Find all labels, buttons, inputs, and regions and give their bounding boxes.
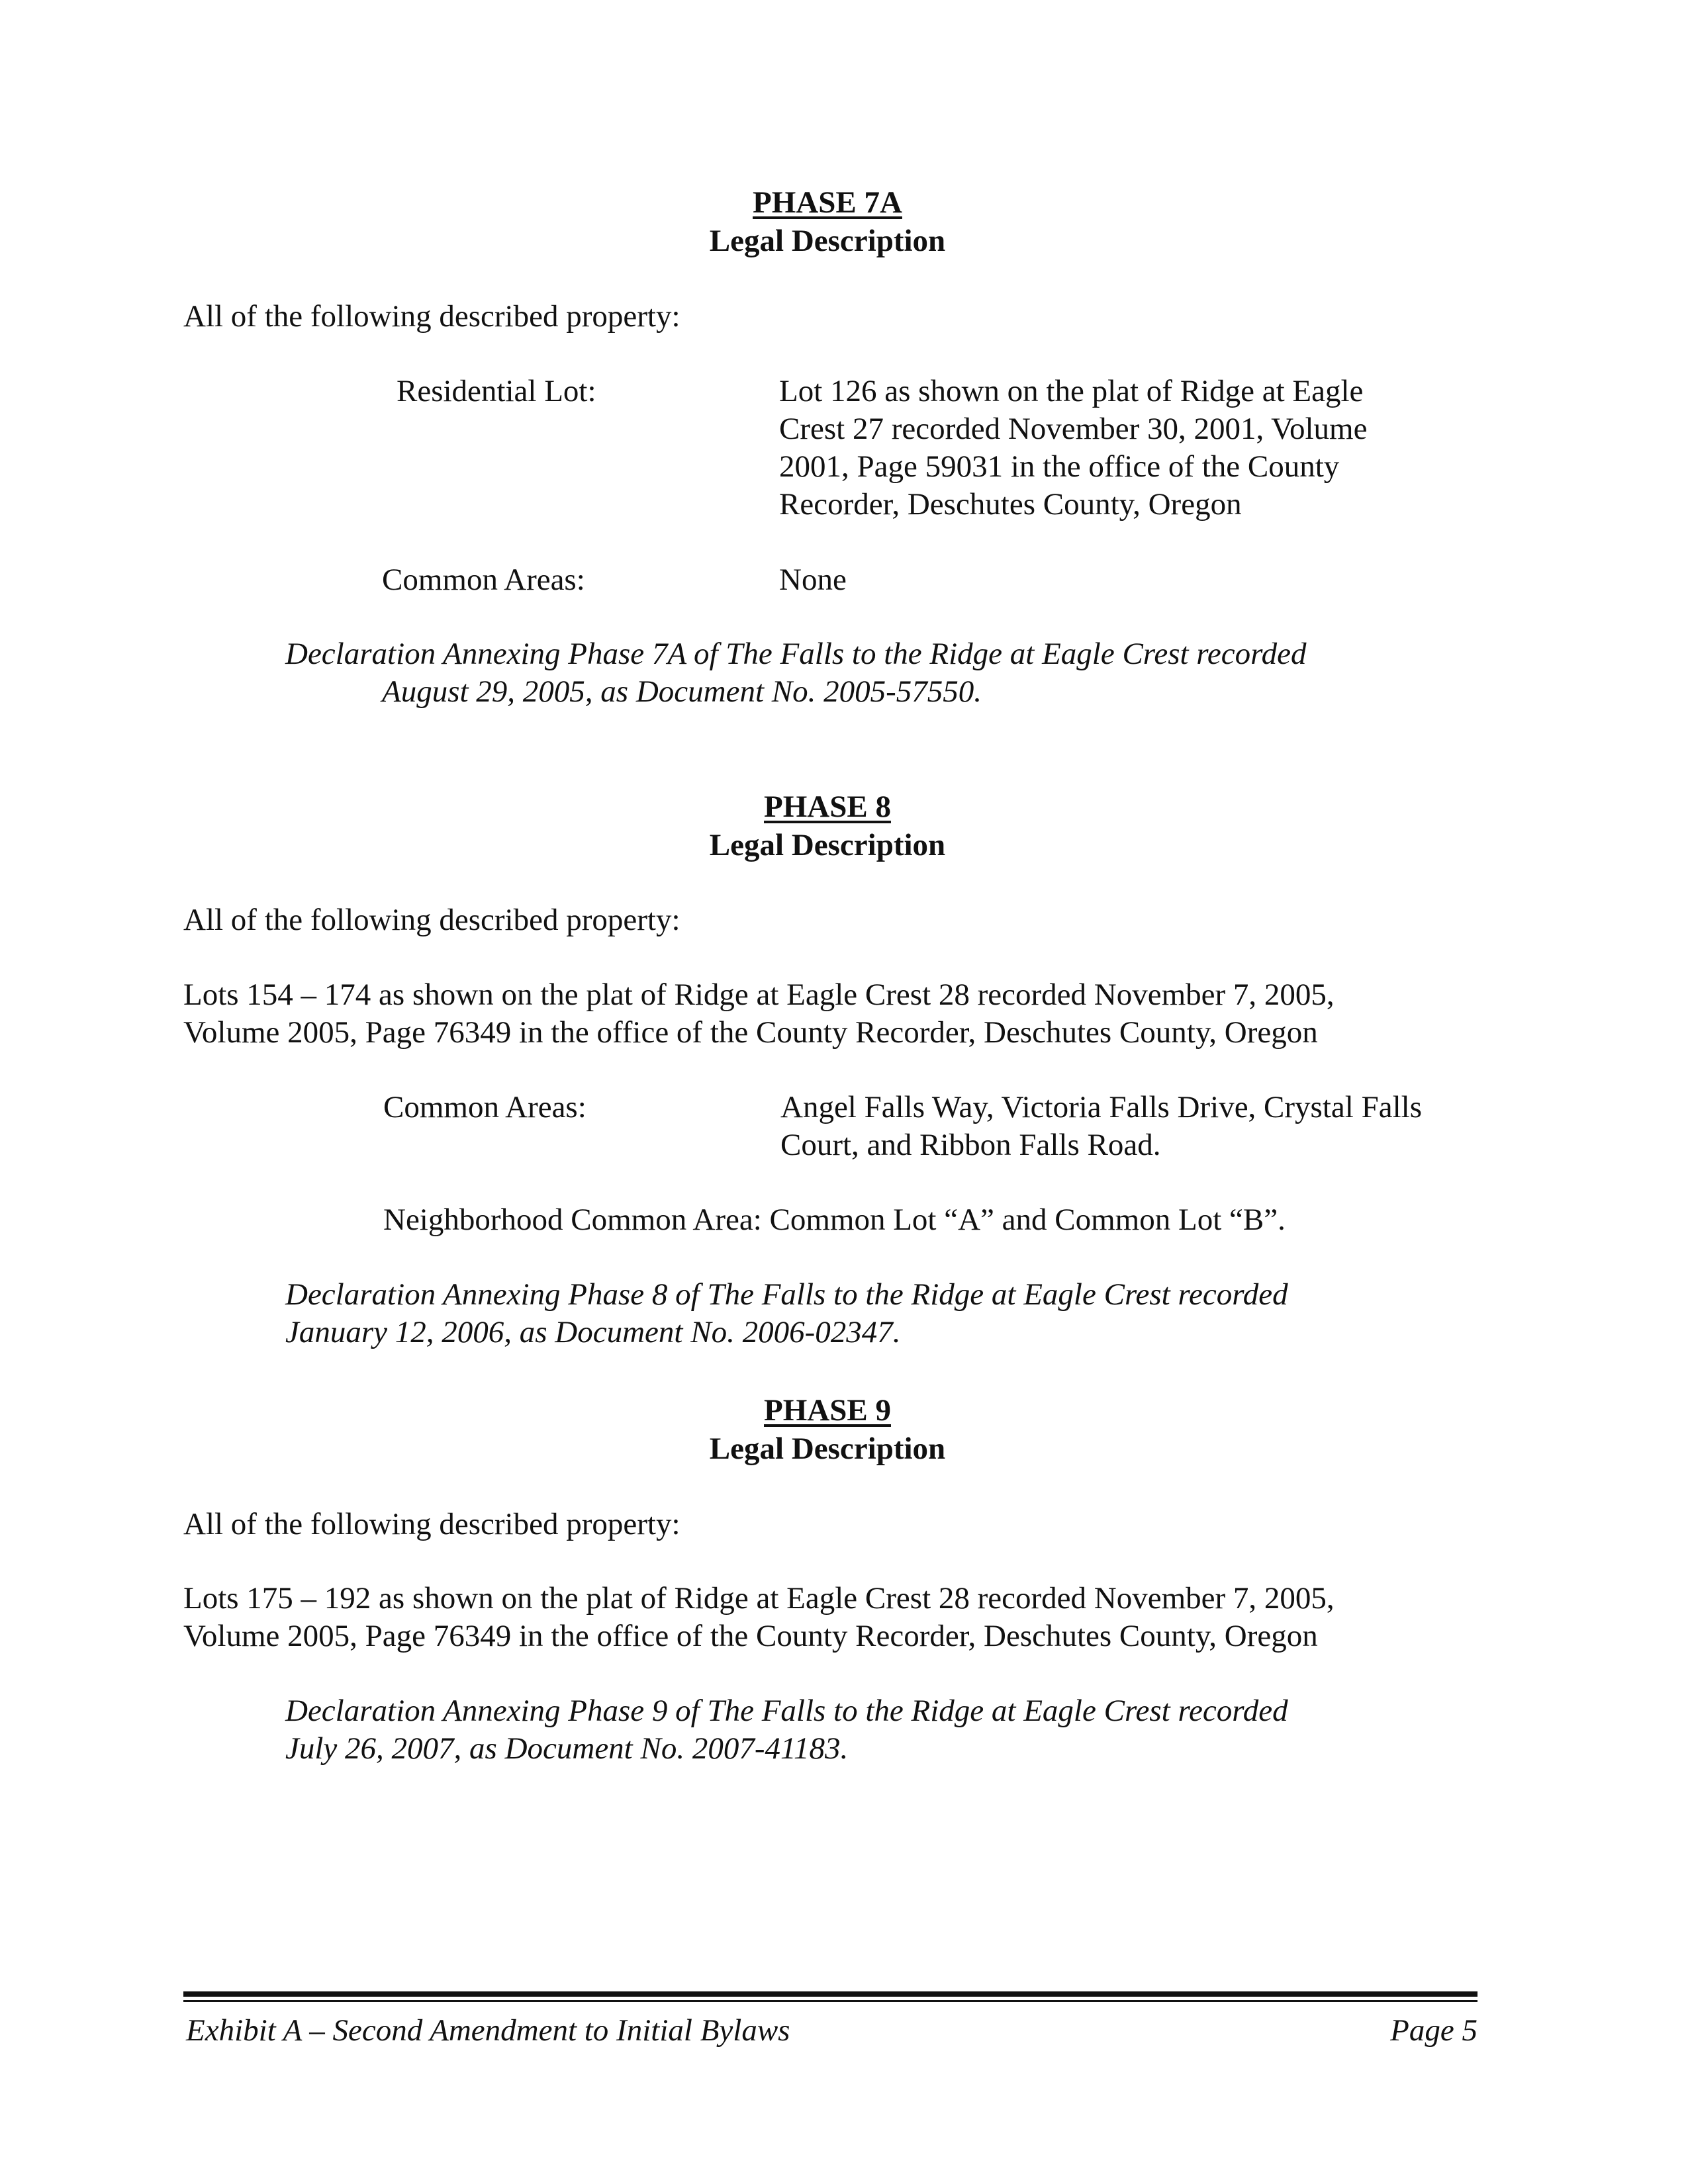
phase9-lots-line: Lots 175 – 192 as shown on the plat of Ridge at Eagle Crest 28 recorded November 7, 2005,: [183, 1581, 1335, 1615]
footer-rule-thin: [183, 2000, 1477, 2002]
phase9-lots-line: Volume 2005, Page 76349 in the office of the County Recorder, Deschutes County, Oregon: [183, 1619, 1318, 1653]
phase8-common-line: Angel Falls Way, Victoria Falls Drive, Crystal Falls: [780, 1090, 1422, 1124]
phase9-heading: [0, 1391, 1655, 1468]
phase8-declaration-line: January 12, 2006, as Document No. 2006-02347.: [285, 1315, 901, 1349]
phase7a-title: PHASE 7A: [753, 185, 902, 220]
phase7a-residential-line: Lot 126 as shown on the plat of Ridge at Eagle: [779, 374, 1364, 408]
phase7a-common-value: None: [779, 563, 847, 597]
phase7a-residential-line: Crest 27 recorded November 30, 2001, Volume: [779, 412, 1368, 446]
phase7a-intro: All of the following described property:: [183, 299, 680, 334]
phase7a-heading: [0, 183, 1655, 260]
phase8-common-line: Court, and Ribbon Falls Road.: [780, 1128, 1161, 1162]
phase9-title: PHASE 9: [764, 1393, 891, 1428]
phase8-declaration-line: Declaration Annexing Phase 8 of The Falls to the Ridge at Eagle Crest recorded: [285, 1277, 1288, 1312]
phase7a-residential-line: Recorder, Deschutes County, Oregon: [779, 487, 1242, 522]
phase7a-declaration-line: August 29, 2005, as Document No. 2005-57550.: [382, 674, 982, 709]
phase9-declaration-line: July 26, 2007, as Document No. 2007-41183.: [285, 1731, 849, 1766]
phase7a-residential-description: [779, 373, 1367, 523]
phase9-intro: All of the following described property:: [183, 1507, 680, 1541]
phase8-lots-description: [183, 976, 1335, 1052]
phase9-lots-description: [183, 1580, 1335, 1655]
phase8-heading: [0, 788, 1655, 864]
phase8-subtitle: Legal Description: [709, 828, 946, 862]
phase7a-common-label: Common Areas:: [382, 563, 585, 597]
footer-rule-thick: [183, 1991, 1477, 1997]
phase8-lots-line: Volume 2005, Page 76349 in the office of the County Recorder, Deschutes County, Oregon: [183, 1015, 1318, 1050]
footer-page-number: Page 5: [1390, 2013, 1477, 2048]
phase8-title: PHASE 8: [764, 790, 891, 824]
phase7a-declaration-line: Declaration Annexing Phase 7A of The Falls to the Ridge at Eagle Crest recorded: [285, 637, 1307, 671]
phase7a-subtitle: Legal Description: [709, 224, 946, 258]
phase7a-residential-line: 2001, Page 59031 in the office of the County: [779, 449, 1340, 484]
phase8-common-description: [780, 1089, 1422, 1164]
phase9-declaration-line: Declaration Annexing Phase 9 of The Falls to the Ridge at Eagle Crest recorded: [285, 1694, 1288, 1728]
phase8-lots-line: Lots 154 – 174 as shown on the plat of Ridge at Eagle Crest 28 recorded November 7, 2005,: [183, 978, 1335, 1012]
phase7a-residential-label: Residential Lot:: [397, 374, 596, 408]
footer-title: Exhibit A – Second Amendment to Initial Bylaws: [186, 2013, 790, 2048]
phase9-subtitle: Legal Description: [709, 1432, 946, 1466]
phase8-common-label: Common Areas:: [383, 1090, 586, 1124]
phase8-neighborhood-common-area: Neighborhood Common Area: Common Lot “A” and Common Lot “B”.: [383, 1203, 1286, 1237]
phase8-intro: All of the following described property:: [183, 903, 680, 937]
